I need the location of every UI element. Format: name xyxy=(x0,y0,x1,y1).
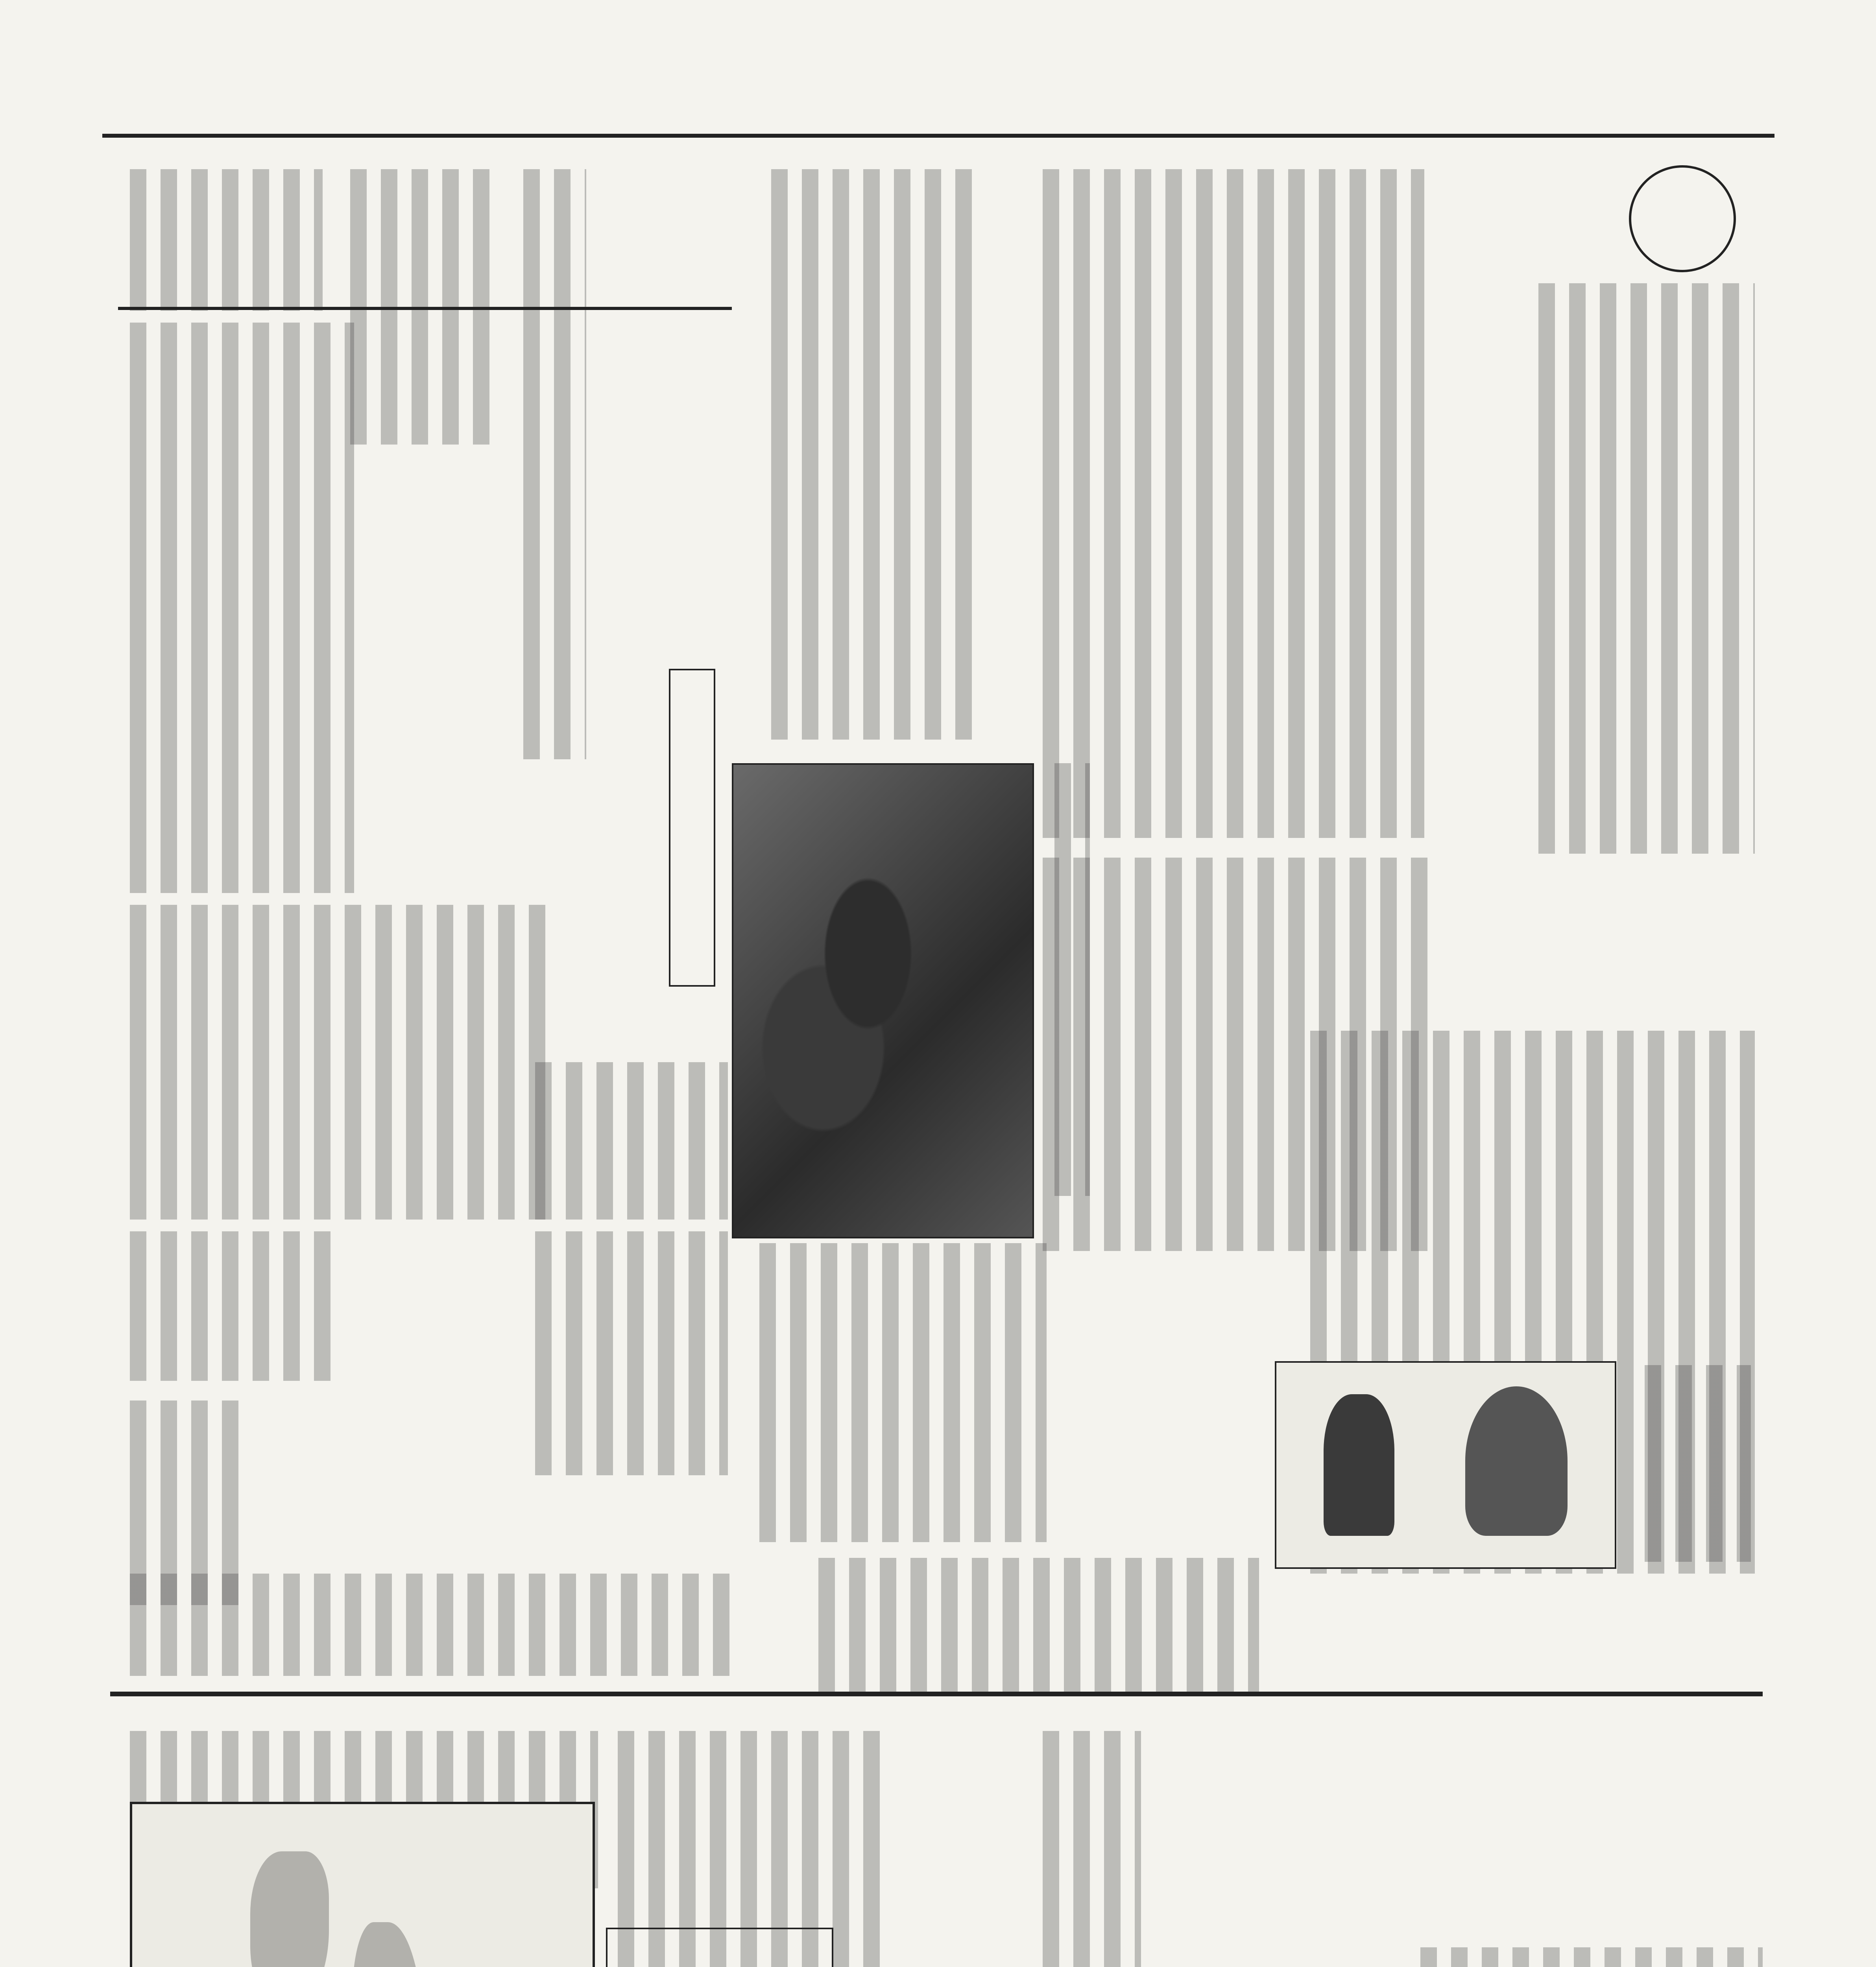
map-landmass-2 xyxy=(353,1922,423,1967)
cartoon-caption xyxy=(1633,1365,1751,1562)
map-weekly-box xyxy=(606,1928,833,1967)
nixon-headline xyxy=(669,1436,700,1613)
laos-headline xyxy=(614,728,665,1023)
weekly-headline xyxy=(748,1401,791,1578)
cambodia-pm-body xyxy=(511,169,586,759)
kra-map xyxy=(130,1802,595,1967)
us-headline xyxy=(1161,1231,1220,1507)
vietnam-deck xyxy=(984,307,1031,740)
feature-sub7 xyxy=(921,1857,948,1967)
cambodia-pm-deck xyxy=(692,205,755,539)
cartoon xyxy=(1275,1361,1616,1569)
cartoon-figure-right xyxy=(1465,1386,1568,1536)
cambodia-pm-sub xyxy=(590,275,626,590)
photo-caption xyxy=(1043,763,1090,1196)
us-subheadline xyxy=(1102,1247,1157,1522)
news-photo xyxy=(732,763,1034,1238)
vietnam-headline xyxy=(1125,177,1216,720)
feature-title-line5 xyxy=(1322,1747,1405,1928)
feature-sub5 xyxy=(999,1810,1035,1967)
cambodia-pm-headline xyxy=(630,205,692,539)
feature-sub8 xyxy=(889,1873,917,1967)
president-subheadline xyxy=(374,354,421,653)
feature-title-line1 xyxy=(1676,1747,1759,1928)
japan-leftist-body xyxy=(118,1574,732,1676)
laos-subheadline xyxy=(571,767,614,1062)
editorial-body-4 xyxy=(1031,858,1440,1251)
feature-sub6 xyxy=(960,1825,995,1967)
laos-body-2 xyxy=(523,1062,728,1220)
feature-body-2 xyxy=(1031,1731,1141,1967)
cambodia-box xyxy=(669,669,715,987)
weekly-subheadline xyxy=(704,1416,748,1593)
feature-sub3 xyxy=(1188,1802,1220,1967)
feature-title-line2 xyxy=(1586,1747,1668,1928)
section-divider xyxy=(110,1692,1763,1696)
us-body xyxy=(748,1243,1047,1542)
left-top-rule xyxy=(118,307,732,310)
president-body xyxy=(118,323,354,893)
feature-sub2 xyxy=(1228,1762,1267,1967)
editorial-title xyxy=(1448,283,1511,1031)
map-landmass-1 xyxy=(250,1851,329,1967)
japan-leftist-deck xyxy=(307,1530,661,1558)
vietnam-body xyxy=(759,169,980,740)
vietnam-subheadline xyxy=(1039,244,1121,716)
laos-body xyxy=(118,905,551,1220)
feature-body-1 xyxy=(1409,1947,1763,1967)
editorial-body xyxy=(1527,283,1755,854)
feature-title-line3 xyxy=(1495,1747,1578,1928)
feature-sub4 xyxy=(1153,1802,1184,1967)
thai-body xyxy=(118,1231,338,1381)
cartoon-figure-left xyxy=(1324,1394,1394,1536)
feature-title-line4 xyxy=(1409,1747,1491,1928)
president-headline xyxy=(425,330,476,645)
editorial-badge xyxy=(1629,165,1736,272)
weekly-body xyxy=(807,1558,1259,1692)
feature-sub1 xyxy=(1271,1762,1310,1967)
masthead xyxy=(102,83,1774,138)
us-deck xyxy=(1058,1298,1098,1534)
left-top-body xyxy=(118,169,323,311)
